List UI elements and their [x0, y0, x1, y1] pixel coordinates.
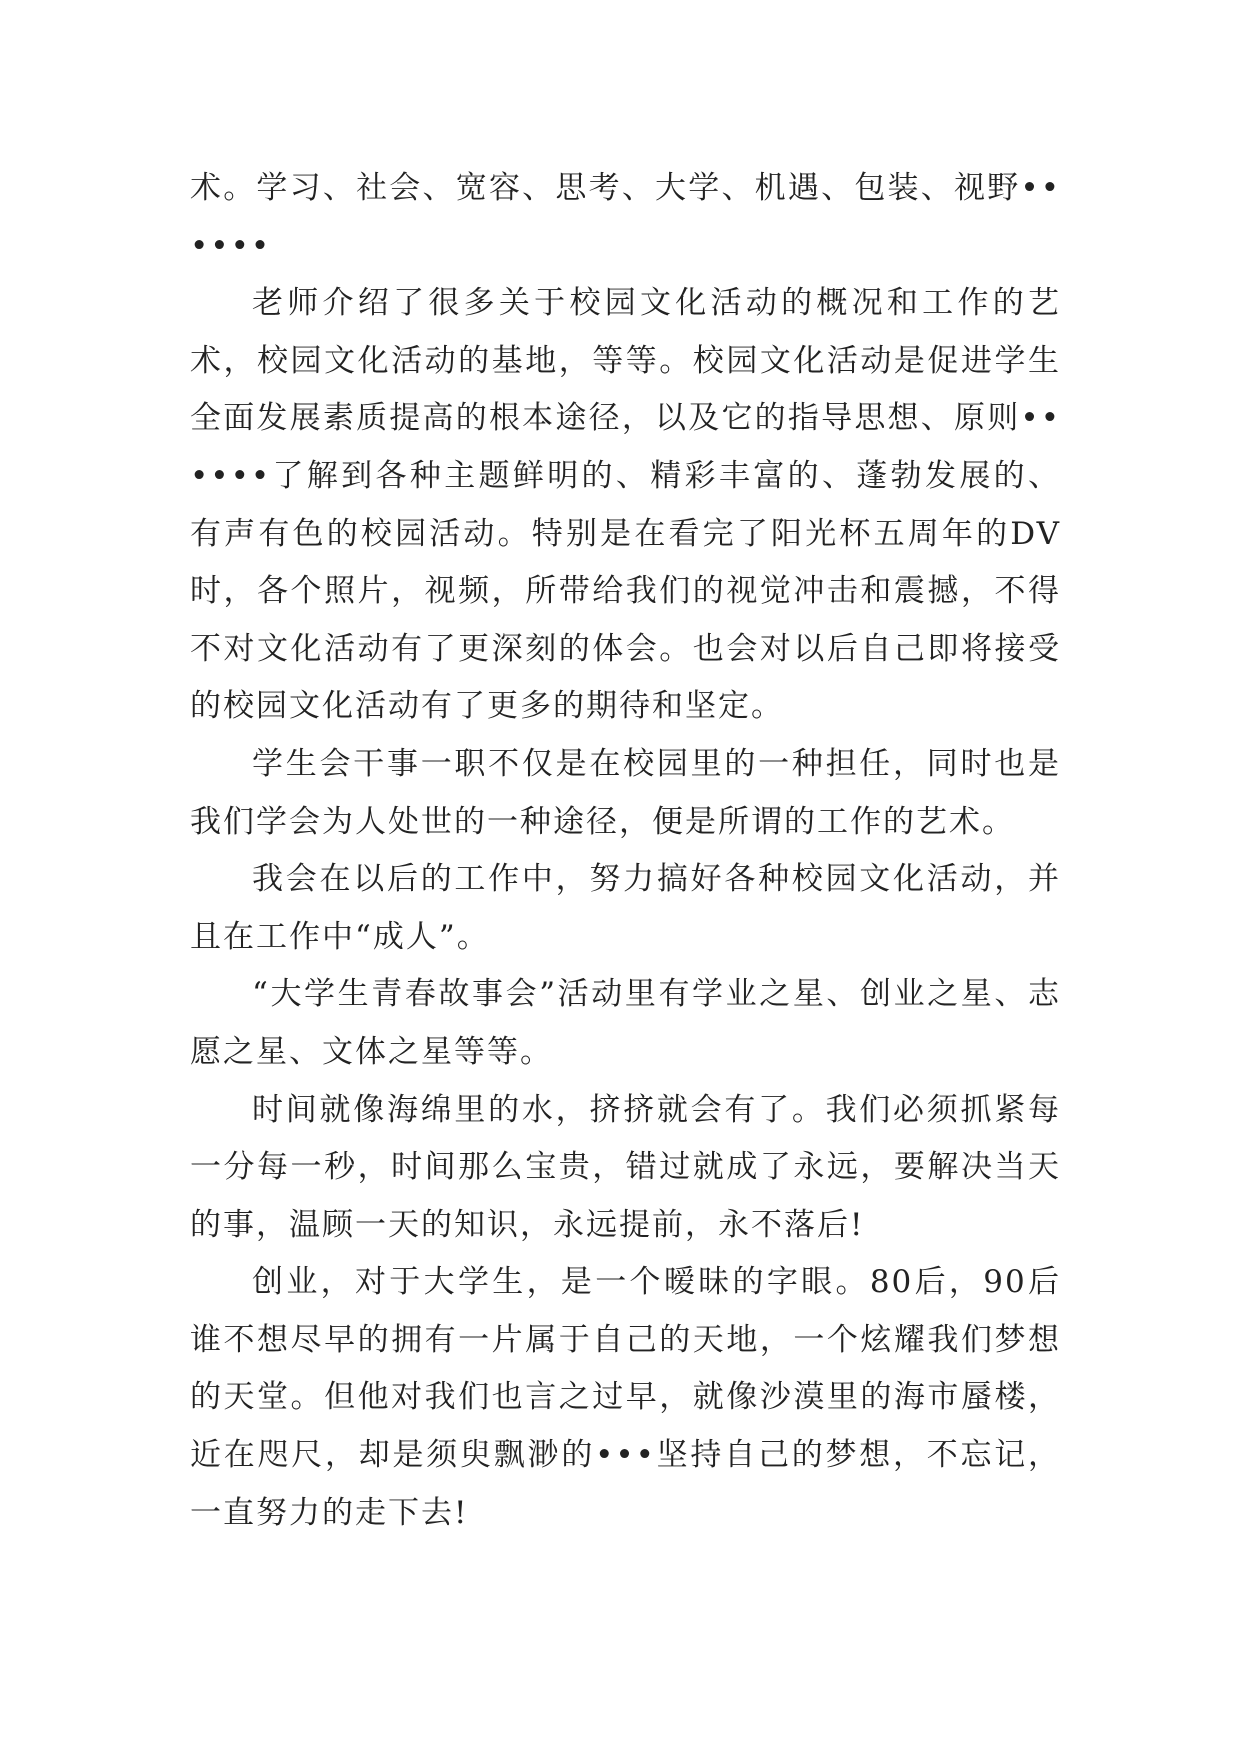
paragraph-future-work: 我会在以后的工作中，努力搞好各种校园文化活动，并且在工作中“成人”。 — [190, 861, 1061, 955]
paragraph-student-union-role: 学生会干事一职不仅是在校园里的一种担任，同时也是我们学会为人处世的一种途径，便是所谓的工作的艺术。 — [190, 745, 1061, 840]
paragraph-time-management: 时间就像海绵里的水，挤挤就会有了。我们必须抓紧每一分每一秒，时间那么宝贵，错过就成了永远，要解决当天的事，温顾一天的知识，永远提前，永不落后! — [190, 1091, 1061, 1243]
paragraph-teacher-introduction: 老师介绍了很多关于校园文化活动的概况和工作的艺术，校园文化活动的基地，等等。校园文化活动是促进学生全面发展素质提高的根本途径，以及它的指导思想、原则••••••了解到各种主题鲜明的、精彩丰富的、蓬勃发展的、有声有色的校园活动。特别是在看完了阳光杯五周年的DV时，各个照片，视频，所带给我们的视觉冲击和震撼，不得不对文化活动有了更深刻的体会。也会对以后自己即将接受的校园文化活动有了更多的期待和坚定。 — [190, 285, 1061, 725]
paragraph-youth-story-event: “大学生青春故事会”活动里有学业之星、创业之星、志愿之星、文体之星等等。 — [190, 976, 1061, 1070]
paragraph-entrepreneurship: 创业，对于大学生，是一个暧昧的字眼。80后，90后谁不想尽早的拥有一片属于自己的天地，一个炫耀我们梦想的天堂。但他对我们也言之过早，就像沙漠里的海市蜃楼，近在咫尺，却是须臾飘渺的•••坚持自己的梦想，不忘记，一直努力的走下去! — [190, 1264, 1061, 1531]
document-page — [190, 160, 1061, 1542]
paragraph-continuation: 术。学习、社会、宽容、思考、大学、机遇、包装、视野•••••• — [190, 170, 1061, 264]
